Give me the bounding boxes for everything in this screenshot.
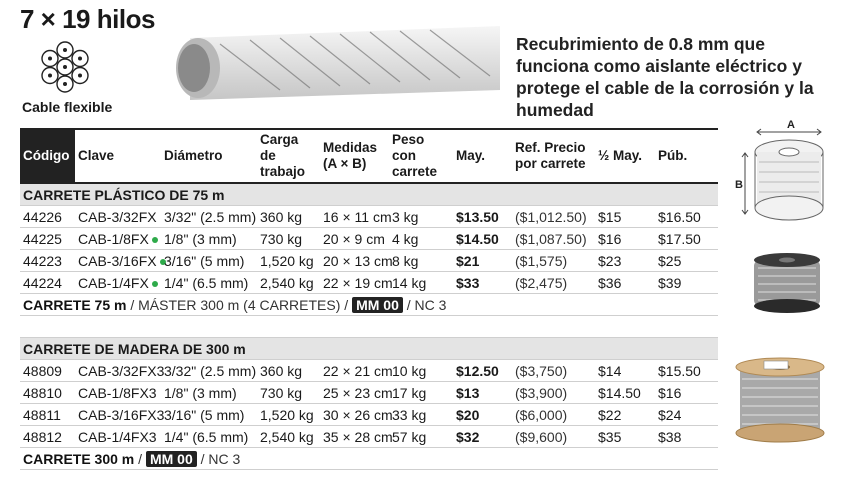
cell-carga [257, 206, 320, 228]
cell-medidas [320, 426, 393, 448]
cell-diametro [161, 228, 257, 250]
cell-ref-text: ($1,575) [515, 252, 568, 269]
cell-ref [512, 272, 595, 294]
cell-diametro [161, 382, 257, 404]
cell-codigo [20, 228, 75, 250]
cell-peso-text: 8 kg [392, 252, 419, 269]
col-codigo: Código [20, 129, 75, 183]
cell-medidas-text: 20 × 9 cm [323, 230, 385, 247]
cell-diametro-text: 3/32" (2.5 mm) [164, 362, 257, 379]
page-title: 7 × 19 hilos [20, 4, 155, 34]
cell-codigo-text: 44225 [23, 230, 62, 247]
cell-clave [75, 250, 161, 272]
table-row[interactable] [20, 206, 718, 228]
cell-pub [655, 404, 718, 426]
cell-ref [512, 228, 595, 250]
cell-may [453, 426, 512, 448]
cell-peso-text: 4 kg [392, 230, 419, 247]
table-row[interactable] [20, 228, 718, 250]
cell-may [453, 228, 512, 250]
cell-peso-text: 14 kg [392, 274, 427, 291]
col-clave: Clave [75, 129, 161, 183]
cell-diametro-text: 3/16" (5 mm) [164, 252, 245, 269]
col-medidas: Medidas (A × B) [320, 129, 389, 183]
cell-medidas [320, 206, 392, 228]
footer-tag: MM 00 [352, 297, 403, 313]
dimension-a-label: A [787, 119, 795, 131]
footer-lead: CARRETE 75 m [23, 296, 127, 313]
cell-medidas-text: 25 × 23 cm [323, 384, 393, 401]
cell-diametro [161, 272, 257, 294]
cell-carga-text: 2,540 kg [260, 428, 314, 445]
cell-ref [512, 382, 595, 404]
cell-may-text: $13 [456, 384, 480, 401]
cell-medio-text: $22 [598, 406, 622, 423]
plastic-spool-image [748, 250, 826, 316]
cell-ref-text: ($1,012.50) [515, 208, 587, 225]
cell-clave [75, 426, 161, 448]
cell-carga-text: 360 kg [260, 208, 303, 225]
cell-codigo-text: 48812 [23, 428, 62, 445]
cell-medio-text: $35 [598, 428, 622, 445]
cell-peso-text: 10 kg [392, 362, 427, 379]
cell-clave-text: CAB-3/32FX3 [78, 362, 165, 379]
table-row[interactable] [20, 382, 718, 404]
cell-carga [257, 228, 320, 250]
cell-may-text: $12.50 [456, 362, 499, 379]
cell-codigo [20, 250, 75, 272]
cell-ref-text: ($6,000) [515, 406, 568, 423]
cell-codigo-text: 48811 [23, 406, 61, 423]
table-row[interactable] [20, 404, 718, 426]
cell-medidas-text: 35 × 28 cm [323, 428, 393, 445]
cell-carga-text: 1,520 kg [260, 252, 314, 269]
cell-medidas [320, 404, 393, 426]
cell-codigo-text: 44226 [23, 208, 62, 225]
cell-diametro [161, 426, 257, 448]
cell-peso-text: 17 kg [392, 384, 427, 401]
cell-clave-text: CAB-3/32FX [78, 208, 157, 225]
cell-pub [655, 272, 718, 294]
cell-pub [655, 360, 718, 382]
table-row[interactable] [20, 360, 718, 382]
cell-may [453, 250, 512, 272]
cell-peso-text: 3 kg [392, 208, 419, 225]
col-peso: Peso con carrete [389, 129, 453, 183]
footer-tail: / NC 3 [196, 450, 241, 467]
col-ref-precio: Ref. Precio por carrete [512, 129, 595, 183]
cell-ref-text: ($3,900) [515, 384, 568, 401]
cell-may-text: $20 [456, 406, 480, 423]
cell-carga-text: 1,520 kg [260, 406, 314, 423]
cell-medidas [320, 272, 393, 294]
cell-clave [75, 382, 161, 404]
cell-medidas-text: 22 × 21 cm [323, 362, 393, 379]
cell-codigo [20, 404, 75, 426]
cell-medidas-text: 22 × 19 cm [323, 274, 393, 291]
cell-carga-text: 730 kg [260, 230, 303, 247]
cell-may-text: $21 [456, 252, 480, 269]
wooden-spool-image [730, 355, 830, 445]
col-medio-may: ½ May. [595, 129, 655, 183]
section-title-row [20, 183, 718, 206]
cell-medio [595, 360, 655, 382]
flexible-cable-label: Cable flexible [22, 99, 113, 115]
cell-medio [595, 206, 655, 228]
col-pub: Púb. [655, 129, 718, 183]
cell-pub [655, 382, 718, 404]
cell-carga [257, 426, 320, 448]
cell-may-text: $32 [456, 428, 480, 445]
cell-carga [257, 404, 320, 426]
col-carga: Carga de trabajo [257, 129, 320, 183]
cell-peso [389, 206, 453, 228]
cell-diametro-text: 3/16" (5 mm) [164, 406, 245, 423]
section-title-row [20, 338, 718, 360]
table-row[interactable] [20, 250, 718, 272]
section-footer [20, 294, 718, 316]
cell-clave [75, 404, 165, 426]
cell-medio-text: $16 [598, 230, 622, 247]
cell-ref-text: ($1,087.50) [515, 230, 587, 247]
cell-medio [595, 382, 655, 404]
cell-may [453, 360, 512, 382]
cell-may-text: $14.50 [456, 230, 499, 247]
cell-ref [512, 250, 595, 272]
cell-pub-text: $16 [658, 384, 682, 401]
table-header [20, 129, 718, 183]
cell-clave [75, 206, 161, 228]
cell-ref [512, 206, 595, 228]
table-row[interactable] [20, 272, 718, 294]
cell-codigo [20, 360, 75, 382]
section-footer [20, 448, 718, 470]
cell-medidas [320, 228, 389, 250]
cell-peso [389, 272, 453, 294]
cell-pub [655, 228, 718, 250]
cell-peso-text: 57 kg [392, 428, 427, 445]
cell-medidas-text: 16 × 11 cm [323, 208, 392, 225]
cell-carga-text: 2,540 kg [260, 274, 314, 291]
cell-diametro-text: 3/32" (2.5 mm) [164, 208, 257, 225]
cell-clave-text: CAB-1/4FX [78, 274, 149, 291]
cell-codigo-text: 48809 [23, 362, 62, 379]
cell-medidas [320, 382, 393, 404]
cell-diametro-text: 1/8" (3 mm) [164, 384, 237, 401]
cell-clave [75, 272, 161, 294]
cell-pub-text: $15.50 [658, 362, 701, 379]
footer-rest: / MÁSTER 300 m (4 CARRETES) / [126, 296, 353, 313]
cell-clave-text: CAB-1/8FX [78, 230, 149, 247]
cell-pub-text: $24 [658, 406, 682, 423]
cell-ref [512, 426, 595, 448]
cell-diametro-text: 1/4" (6.5 mm) [164, 274, 249, 291]
cell-may [453, 404, 512, 426]
cell-may [453, 382, 512, 404]
cell-diametro [161, 360, 257, 382]
cell-codigo-text: 44223 [23, 252, 62, 269]
cell-may-text: $13.50 [456, 208, 499, 225]
footer-tail: / NC 3 [402, 296, 447, 313]
cell-medio [595, 426, 655, 448]
footer-tag: MM 00 [146, 451, 197, 467]
cell-diametro-text: 1/4" (6.5 mm) [164, 428, 249, 445]
cell-clave-text: CAB-3/16FX3 [78, 406, 165, 423]
availability-dot-icon [152, 281, 158, 287]
cell-may [453, 206, 512, 228]
footer-lead: CARRETE 300 m [23, 450, 135, 467]
cell-medidas-text: 30 × 26 cm [323, 406, 393, 423]
cell-ref [512, 404, 595, 426]
cell-medidas [320, 360, 393, 382]
cell-peso [389, 360, 453, 382]
cell-medio-text: $36 [598, 274, 622, 291]
cell-peso-text: 33 kg [392, 406, 427, 423]
cell-clave-text: CAB-3/16FX [78, 252, 157, 269]
cell-ref-text: ($2,475) [515, 274, 568, 291]
cell-clave [75, 228, 161, 250]
coated-cable-image [150, 20, 505, 110]
cell-may [453, 272, 512, 294]
cell-codigo [20, 426, 75, 448]
cell-clave-text: CAB-1/4FX3 [78, 428, 157, 445]
cell-medidas-text: 20 × 13 cm [323, 252, 393, 269]
availability-dot-icon [152, 237, 158, 243]
cell-medio-text: $14 [598, 362, 622, 379]
cell-pub-text: $25 [658, 252, 682, 269]
cell-medio [595, 250, 655, 272]
cell-medio-text: $15 [598, 208, 622, 225]
cell-pub-text: $17.50 [658, 230, 701, 247]
cell-peso [389, 404, 453, 426]
cell-diametro-text: 1/8" (3 mm) [164, 230, 237, 247]
cell-carga [257, 360, 320, 382]
cell-diametro [161, 206, 257, 228]
cell-ref [512, 360, 595, 382]
cell-pub [655, 206, 718, 228]
dimension-b-label: B [735, 179, 743, 191]
cell-pub-text: $38 [658, 428, 682, 445]
cell-peso [389, 426, 453, 448]
cell-carga [257, 250, 320, 272]
cell-pub-text: $39 [658, 274, 682, 291]
section-title: CARRETE PLÁSTICO DE 75 m [20, 183, 718, 206]
cell-ref-text: ($3,750) [515, 362, 568, 379]
cell-peso [389, 228, 453, 250]
cell-pub-text: $16.50 [658, 208, 701, 225]
cell-codigo [20, 206, 75, 228]
table-row[interactable] [20, 426, 718, 448]
price-table [20, 128, 718, 470]
product-description: Recubrimiento de 0.8 mm que funciona como aislante eléctrico y protege el cable de la corrosión y la humedad [516, 34, 814, 120]
footer-rest: / [134, 450, 146, 467]
cell-carga [257, 382, 320, 404]
cell-carga [257, 272, 320, 294]
strand-cross-section-icon [36, 38, 94, 96]
section-title: CARRETE DE MADERA DE 300 m [20, 338, 718, 360]
cell-pub [655, 250, 718, 272]
cell-ref-text: ($9,600) [515, 428, 568, 445]
cell-clave [75, 360, 165, 382]
cell-codigo [20, 272, 75, 294]
cell-medio [595, 404, 655, 426]
cell-may-text: $33 [456, 274, 480, 291]
section-spacer [20, 316, 718, 338]
cell-medio-text: $23 [598, 252, 622, 269]
cell-medio-text: $14.50 [598, 384, 641, 401]
cell-codigo [20, 382, 75, 404]
cell-diametro [161, 404, 257, 426]
col-may: May. [453, 129, 512, 183]
spool-dimension-diagram [735, 118, 840, 223]
cell-peso [389, 382, 453, 404]
cell-codigo-text: 48810 [23, 384, 62, 401]
cell-clave-text: CAB-1/8FX3 [78, 384, 157, 401]
cell-peso [389, 250, 453, 272]
cell-medidas [320, 250, 393, 272]
col-diametro: Diámetro [161, 129, 257, 183]
cell-carga-text: 730 kg [260, 384, 303, 401]
cell-carga-text: 360 kg [260, 362, 303, 379]
cell-codigo-text: 44224 [23, 274, 62, 291]
cell-pub [655, 426, 718, 448]
cell-medio [595, 228, 655, 250]
cell-medio [595, 272, 655, 294]
cell-diametro [161, 250, 257, 272]
